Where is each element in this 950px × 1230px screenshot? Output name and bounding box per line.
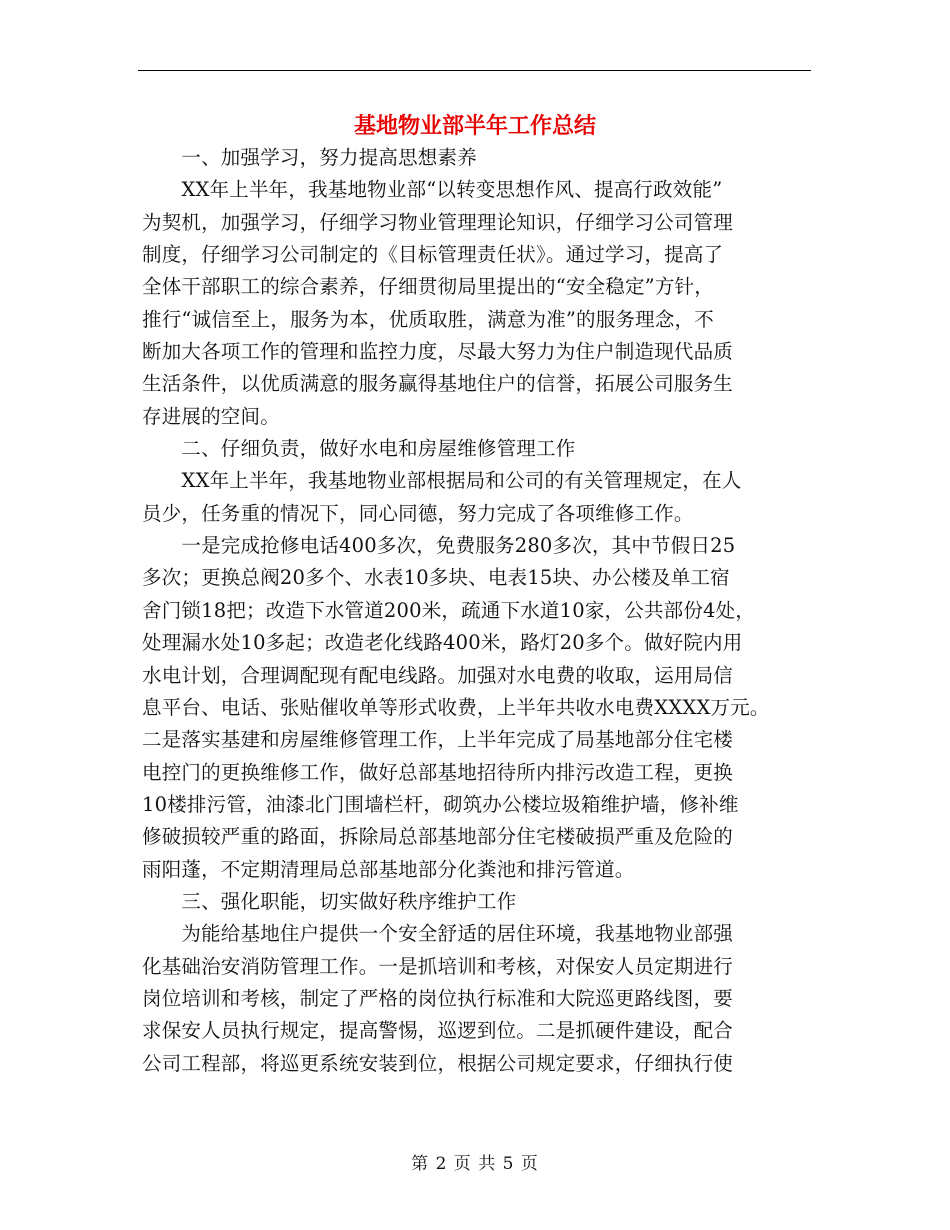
page-footer: 第 2 页 共 5 页 xyxy=(411,1154,539,1174)
body-line: 一是完成抢修电话400多次，免费服务280多次，其中节假日25 xyxy=(142,534,736,558)
body-line: 为能给基地住户提供一个安全舒适的居住环境，我基地物业部强 xyxy=(142,922,734,946)
document-body xyxy=(142,142,814,1080)
body-line: 舍门锁18把；改造下水管道200米，疏通下水道10家，公共部份4处， xyxy=(142,598,756,622)
body-line: 全体干部职工的综合素养，仔细贯彻局里提出的“安全稳定”方针， xyxy=(142,275,714,299)
body-line: 公司工程部，将巡更系统安装到位，根据公司规定要求，仔细执行使 xyxy=(142,1051,734,1075)
body-line: 断加大各项工作的管理和监控力度，尽最大努力为住户制造现代品质 xyxy=(142,340,734,364)
body-line: 三、强化职能，切实做好秩序维护工作 xyxy=(142,889,517,913)
body-line: 制度，仔细学习公司制定的《目标管理责任状》。通过学习，提高了 xyxy=(142,243,724,267)
body-line: XX年上半年，我基地物业部根据局和公司的有关管理规定，在人 xyxy=(142,469,742,493)
body-line: 电控门的更换维修工作，做好总部基地招待所内排污改造工程，更换 xyxy=(142,760,734,784)
body-line: 员少，任务重的情况下，同心同德，努力完成了各项维修工作。 xyxy=(142,501,694,525)
body-line: 二、仔细负责，做好水电和房屋维修管理工作 xyxy=(142,437,576,461)
body-line: 一、加强学习，努力提高思想素养 xyxy=(142,146,477,169)
document-title: 基地物业部半年工作总结 xyxy=(353,113,596,139)
body-line: 10楼排污管，油漆北门围墙栏杆，砌筑办公楼垃圾箱维护墙，修补维 xyxy=(142,792,739,816)
body-line: 水电计划，合理调配现有配电线路。加强对水电费的收取，运用局信 xyxy=(142,663,734,687)
header-rule xyxy=(138,70,811,71)
body-line: 修破损较严重的路面，拆除局总部基地部分住宅楼破损严重及危险的 xyxy=(142,825,734,849)
body-line: XX年上半年，我基地物业部“以转变思想作风、提高行政效能” xyxy=(142,178,723,202)
body-line: 化基础治安消防管理工作。一是抓培训和考核，对保安人员定期进行 xyxy=(142,954,734,978)
body-line: 推行“诚信至上，服务为本，优质取胜，满意为准”的服务理念，不 xyxy=(142,307,714,331)
body-line: 处理漏水处10多起；改造老化线路400米，路灯20多个。做好院内用 xyxy=(142,631,743,655)
body-line: 多次；更换总阀20多个、水表10多块、电表15块、办公楼及单工宿 xyxy=(142,566,730,590)
body-line: 存进展的空间。 xyxy=(142,404,280,428)
body-line: 为契机，加强学习，仔细学习物业管理理论知识，仔细学习公司管理 xyxy=(142,210,734,234)
body-line: 雨阳蓬，不定期清理局总部基地部分化粪池和排污管道。 xyxy=(142,857,635,881)
body-line: 生活条件，以优质满意的服务赢得基地住户的信誉，拓展公司服务生 xyxy=(142,372,734,396)
body-line: 二是落实基建和房屋维修管理工作，上半年完成了局基地部分住宅楼 xyxy=(142,728,734,752)
body-line: 求保安人员执行规定，提高警惕，巡逻到位。二是抓硬件建设，配合 xyxy=(142,1019,734,1043)
body-line: 息平台、电话、张贴催收单等形式收费，上半年共收水电费XXXX万元。 xyxy=(142,695,770,719)
body-line: 岗位培训和考核，制定了严格的岗位执行标准和大院巡更路线图，要 xyxy=(142,986,734,1010)
